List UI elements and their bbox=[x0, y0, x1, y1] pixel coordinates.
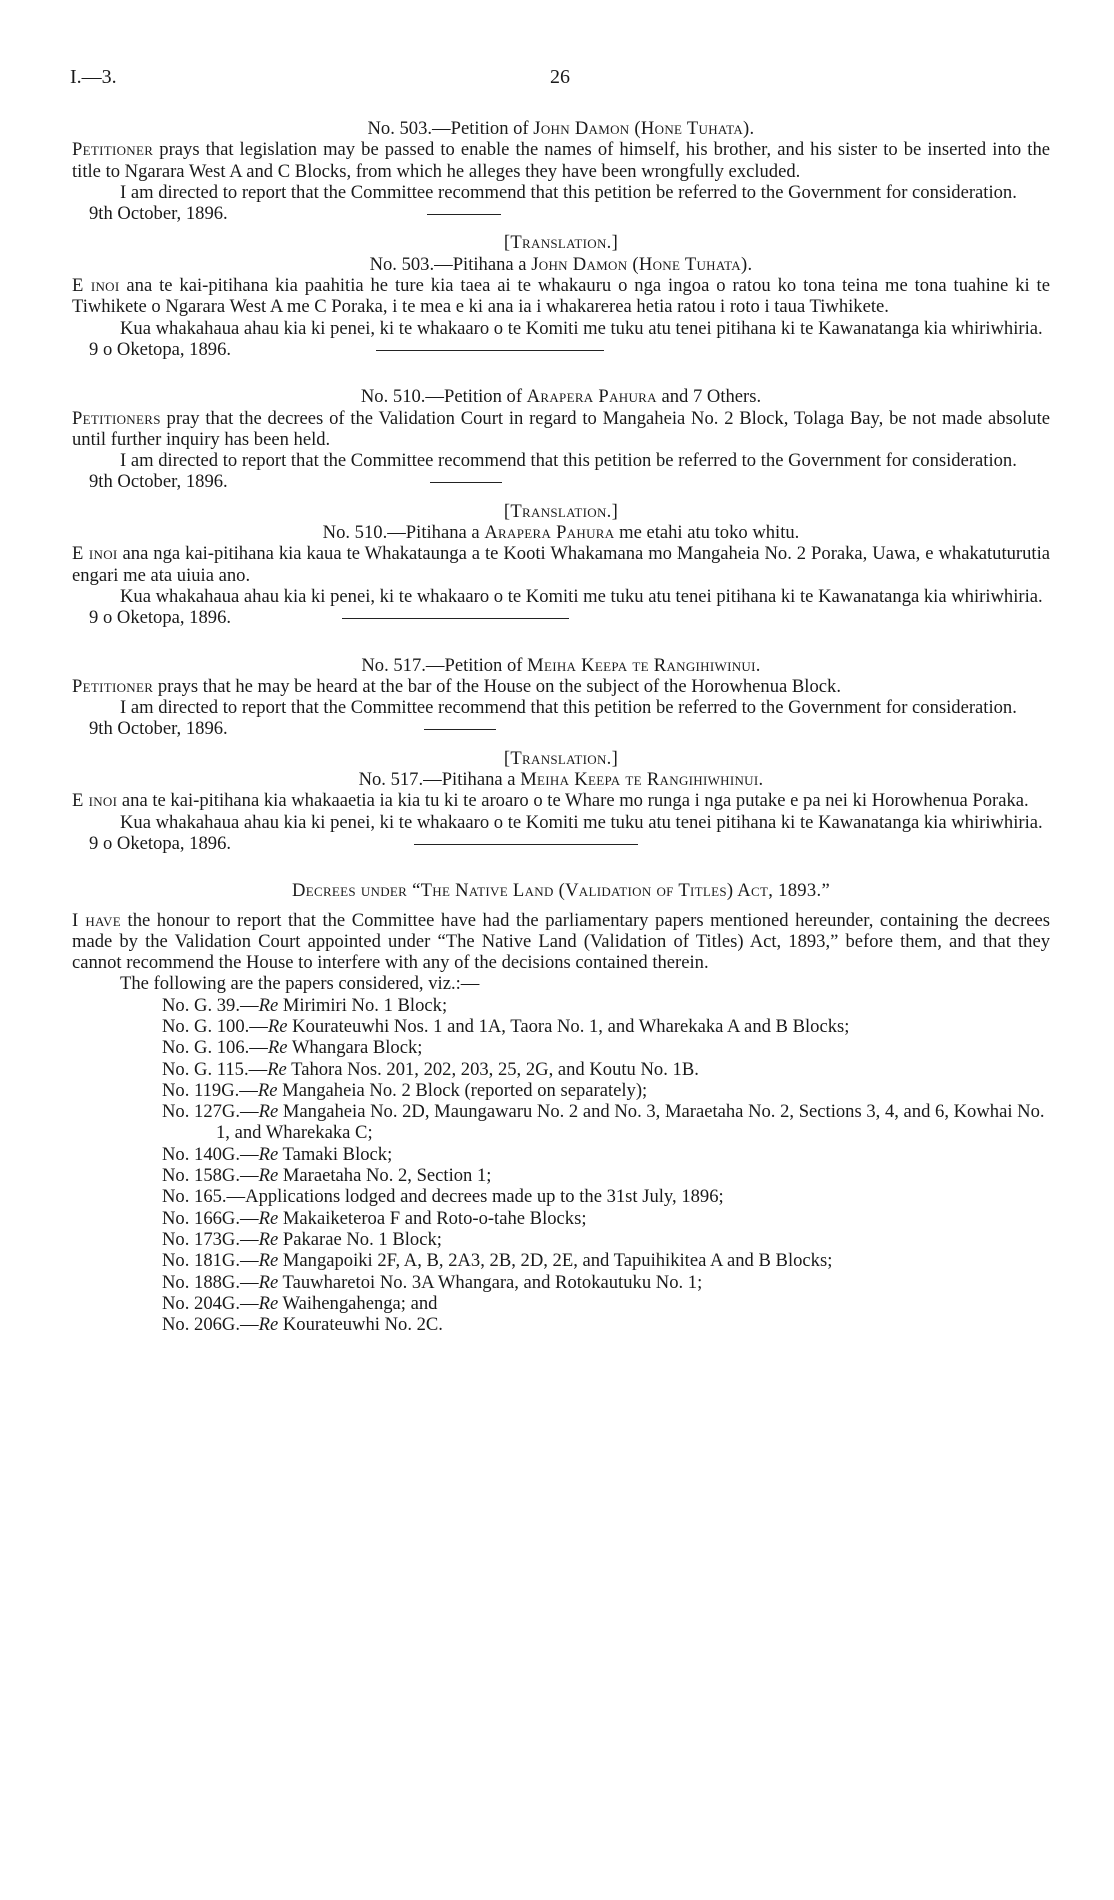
dateline bbox=[72, 339, 1050, 360]
page-content bbox=[72, 118, 1050, 1335]
petition-title: No. 510.—Petition of Arapera Pahura and 7 Others. bbox=[360, 386, 762, 408]
paper-item: No. 204G.—Re Waihengahenga; and bbox=[162, 1292, 438, 1314]
petition-517 bbox=[72, 655, 1050, 740]
translation-label: [Translation.] bbox=[503, 500, 619, 522]
petition-503 bbox=[72, 118, 1050, 224]
page-reference: I.—3. bbox=[70, 66, 117, 88]
translation-label: [Translation.] bbox=[503, 232, 619, 254]
papers-list-intro: The following are the papers considered, viz.:— bbox=[120, 973, 480, 995]
dateline bbox=[72, 471, 1050, 492]
divider-rule bbox=[427, 214, 501, 215]
translation-body: E inoi ana te kai-pitihana kia paahitia he ture kia taea ai te whakauru o nga ingoa o ratou ko tona teina me tona tuahine ki te Tiwhikete o Ngarara West A me C Poraka, i te mea e ki ana ia i whakarerea hetia ratou i roto i taua Tiwhikete. bbox=[72, 275, 1050, 318]
petition-date: 9th October, 1896. bbox=[89, 471, 228, 493]
petition-title: No. 517.—Petition of Meiha Keepa te Rangihiwinui. bbox=[361, 654, 761, 676]
committee-report: I am directed to report that the Committee recommend that this petition be referred to the Government for consideration. bbox=[120, 450, 1017, 472]
petition-date: 9th October, 1896. bbox=[89, 203, 228, 225]
papers-list bbox=[72, 995, 1050, 1336]
dateline bbox=[72, 203, 1050, 224]
paper-item: No. G. 115.—Re Tahora Nos. 201, 202, 203, 25, 2G, and Koutu No. 1B. bbox=[162, 1058, 699, 1080]
dateline bbox=[72, 607, 1050, 628]
paper-item: No. G. 100.—Re Kourateuwhi Nos. 1 and 1A, Taora No. 1, and Wharekaka A and B Blocks; bbox=[162, 1015, 850, 1037]
petition-510 bbox=[72, 386, 1050, 492]
decrees-body: I have the honour to report that the Committee have had the parliamentary papers mentioned hereunder, containing the decrees made by the Validation Court appointed under “The Native Land (Validation of Titles) Act, 1893,” before them, and that they cannot recommend the House to interfere with any of the decisions contained therein. bbox=[72, 909, 1050, 974]
translation-body: E inoi ana te kai-pitihana kia whakaaetia ia kia tu ki te aroaro o te Whare mo runga i nga putake e pa nei ki Horowhenua Poraka. bbox=[72, 790, 1029, 812]
paper-item: No. 166G.—Re Makaiketeroa F and Roto-o-tahe Blocks; bbox=[162, 1207, 587, 1229]
section-rule bbox=[342, 618, 569, 619]
petition-body: Petitioner prays that he may be heard at the bar of the House on the subject of the Horowhenua Block. bbox=[72, 675, 841, 697]
paper-item: No. 188G.—Re Tauwharetoi No. 3A Whangara, and Rotokautuku No. 1; bbox=[162, 1271, 703, 1293]
dateline bbox=[72, 833, 1050, 854]
decrees-heading: Decrees under “The Native Land (Validation of Titles) Act, 1893.” bbox=[292, 880, 830, 902]
paper-item: No. 181G.—Re Mangapoiki 2F, A, B, 2A3, 2B, 2D, 2E, and Tapuihikitea A and B Blocks; bbox=[162, 1250, 833, 1272]
committee-report: Kua whakahaua ahau kia ki penei, ki te whakaaro o te Komiti me tuku atu tenei pitihana ki te Kawanatanga kia whiriwhiria. bbox=[120, 585, 1043, 607]
dateline bbox=[72, 718, 1050, 739]
translation-title: No. 517.—Pitihana a Meiha Keepa te Rangihiwhinui. bbox=[358, 769, 764, 791]
petition-body: Petitioners pray that the decrees of the Validation Court in regard to Mangaheia No. 2 Block, Tolaga Bay, be not made absolute until further inquiry has been held. bbox=[72, 407, 1050, 450]
divider-rule bbox=[424, 729, 496, 730]
page-header bbox=[70, 66, 1050, 96]
paper-item: No. 206G.—Re Kourateuwhi No. 2C. bbox=[162, 1314, 443, 1336]
committee-report: Kua whakahaua ahau kia ki penei, ki te whakaaro o te Komiti me tuku atu tenei pitihana ki te Kawanatanga kia whiriwhiria. bbox=[120, 317, 1043, 339]
paper-item: No. 165.—Applications lodged and decrees made up to the 31st July, 1896; bbox=[162, 1186, 724, 1208]
section-rule bbox=[376, 350, 604, 351]
translation-body: E inoi ana nga kai-pitihana kia kaua te Whakataunga a te Kooti Whakamana mo Mangaheia No. 2 Poraka, Uawa, e whakatuturutia engari me ata uiuia ano. bbox=[72, 543, 1050, 586]
paper-item: No. G. 106.—Re Whangara Block; bbox=[162, 1037, 423, 1059]
committee-report: I am directed to report that the Committee recommend that this petition be referred to the Government for consideration. bbox=[120, 181, 1017, 203]
translation-date: 9 o Oketopa, 1896. bbox=[89, 607, 232, 629]
section-rule bbox=[414, 844, 638, 845]
decrees-section bbox=[72, 880, 1050, 1335]
petition-title: No. 503.—Petition of John Damon (Hone Tuhata). bbox=[367, 118, 755, 139]
paper-item: No. G. 39.—Re Mirimiri No. 1 Block; bbox=[162, 994, 448, 1016]
translation-label: [Translation.] bbox=[503, 747, 619, 769]
translation-503 bbox=[72, 232, 1050, 360]
paper-item: No. 127G.—Re Mangaheia No. 2D, Maungawaru No. 2 and No. 3, Maraetaha No. 2, Sections 3, 4, and 6, Kowhai No. 1, and Wharekaka C; bbox=[162, 1101, 1045, 1144]
petition-body: Petitioner prays that legislation may be passed to enable the names of himself, his brother, and his sister to be inserted into the title to Ngarara West A and C Blocks, from which he alleges they have been wrongfully excluded. bbox=[72, 139, 1050, 182]
translation-title: No. 503.—Pitihana a John Damon (Hone Tuhata). bbox=[369, 253, 753, 275]
page-number: 26 bbox=[550, 66, 570, 88]
committee-report: Kua whakahaua ahau kia ki penei, ki te whakaaro o te Komiti me tuku atu tenei pitihana ki te Kawanatanga kia whiriwhiria. bbox=[120, 811, 1043, 833]
paper-item: No. 140G.—Re Tamaki Block; bbox=[162, 1143, 393, 1165]
committee-report: I am directed to report that the Committee recommend that this petition be referred to the Government for consideration. bbox=[120, 697, 1017, 719]
translation-title: No. 510.—Pitihana a Arapera Pahura me etahi atu toko whitu. bbox=[322, 522, 800, 544]
paper-item: No. 119G.—Re Mangaheia No. 2 Block (reported on separately); bbox=[162, 1079, 648, 1101]
paper-item: No. 158G.—Re Maraetaha No. 2, Section 1; bbox=[162, 1165, 492, 1187]
translation-date: 9 o Oketopa, 1896. bbox=[89, 338, 232, 360]
paper-item: No. 173G.—Re Pakarae No. 1 Block; bbox=[162, 1228, 442, 1250]
divider-rule bbox=[430, 482, 502, 483]
petition-date: 9th October, 1896. bbox=[89, 718, 228, 740]
translation-date: 9 o Oketopa, 1896. bbox=[89, 832, 232, 854]
translation-510 bbox=[72, 501, 1050, 629]
translation-517 bbox=[72, 748, 1050, 854]
